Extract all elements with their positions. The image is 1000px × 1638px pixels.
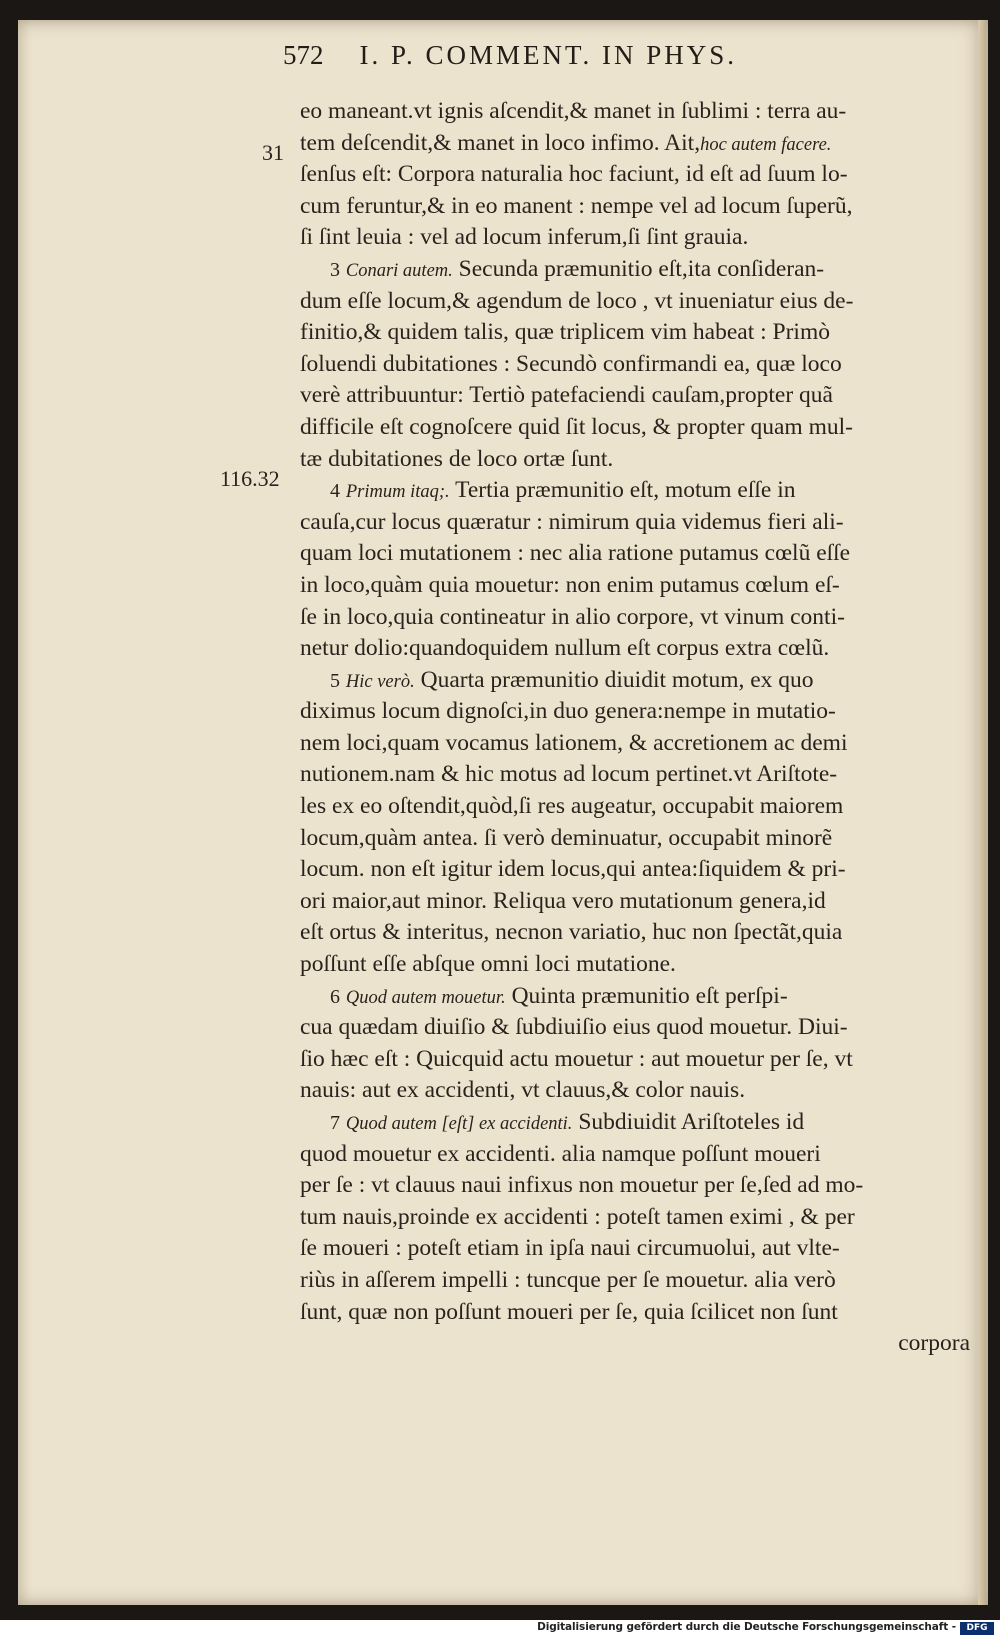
dfg-logo: DFG: [960, 1622, 994, 1635]
text-line: [300, 1328, 970, 1360]
text-line: [300, 1044, 970, 1076]
text-line: [300, 728, 970, 760]
line-text: ſio hæc eſt : Quicquid actu mouetur : aut mouetur per ſe, vt: [300, 1045, 853, 1072]
line-text: tæ dubitationes de loco ortæ ſunt.: [300, 445, 614, 472]
line-text: locum. non eſt igitur idem locus,qui antea:ſiquidem & pri-: [300, 856, 846, 883]
page-number: 572: [283, 40, 324, 70]
line-text: ſe moueri : poteſt etiam in ipſa naui circumuolui, aut vlte-: [300, 1235, 840, 1262]
line-text: les ex eo oſtendit,quòd,ſi res augeatur, occupabit maiorem: [300, 793, 844, 820]
footer: [0, 1620, 1000, 1638]
text-line: [300, 317, 970, 349]
text-line: [300, 759, 970, 791]
text-line: [300, 444, 970, 476]
margin-note: 116.32: [220, 466, 280, 491]
text-line: [300, 222, 970, 254]
text-line: [300, 1297, 970, 1329]
line-text: ſoluendi dubitationes : Secundò confirmandi ea, quæ loco: [300, 350, 842, 377]
text-line: [300, 633, 970, 665]
line-text: Quarta præmunitio diuidit motum, ex quo: [420, 666, 814, 693]
line-text: Quinta præmunitio eſt perſpi-: [511, 982, 788, 1009]
line-text: tem deſcendit,& manet in loco infimo. Ait,: [300, 129, 701, 156]
line-text: quam loci mutationem : nec alia ratione putamus cœlũ eſſe: [300, 540, 851, 567]
line-text: verè attribuuntur: Tertiò patefaciendi cauſam,propter quã: [300, 382, 833, 409]
text-line: [300, 1139, 970, 1171]
text-line: [300, 791, 970, 823]
text-line: [300, 1202, 970, 1234]
line-text: per ſe : vt clauus naui infixus non mouetur per ſe,ſed ad mo-: [300, 1172, 864, 1199]
body-text: [300, 96, 970, 1360]
line-text: ſunt, quæ non poſſunt moueri per ſe, quia ſcilicet non ſunt: [300, 1298, 838, 1325]
line-text: quod mouetur ex accidenti. alia namque poſſunt moueri: [300, 1140, 821, 1167]
text-line: [300, 1265, 970, 1297]
line-text: difficile eſt cognoſcere quid ſit locus, & propter quam mul-: [300, 413, 853, 440]
line-text: ſi ſint leuia : vel ad locum inferum,ſi ſint grauia.: [300, 224, 749, 251]
line-text: tum nauis,proinde ex accidenti : poteſt tamen eximi , & per: [300, 1203, 855, 1230]
text-line: [300, 159, 970, 191]
line-text: in loco,quàm quia mouetur: non enim putamus cœlum eſ-: [300, 571, 840, 598]
text-line: [300, 917, 970, 949]
lemma: Primum itaq;.: [345, 482, 450, 503]
line-text: riùs in aſſerem impelli : tuncque per ſe mouetur. alia verò: [300, 1266, 836, 1293]
running-head: I. P. COMMENT. IN PHYS.: [359, 40, 738, 70]
section-number: 6: [330, 985, 340, 1008]
text-line: [300, 981, 970, 1013]
line-text: Tertia præmunitio eſt, motum eſſe in: [455, 477, 796, 504]
text-line: [300, 349, 970, 381]
line-text: cum feruntur,& in eo manent : nempe vel ad locum ſuperũ,: [300, 192, 853, 219]
text-line: [300, 854, 970, 886]
line-text: diximus locum dignoſci,in duo genera:nempe in mutatio-: [300, 698, 836, 725]
text-line: [300, 1012, 970, 1044]
line-text: eo maneant.vt ignis aſcendit,& manet in ſublimi : terra au-: [300, 98, 847, 124]
line-text: Secunda præmunitio eſt,ita conſideran-: [458, 255, 825, 282]
funding-notice: Digitalisierung gefördert durch die Deutsche Forschungsgemeinschaft -: [537, 1621, 956, 1633]
lemma: hoc autem facere.: [700, 134, 832, 155]
text-line: [300, 380, 970, 412]
text-line: [300, 1107, 970, 1139]
text-line: [300, 665, 970, 697]
line-text: netur dolio:quandoquidem nullum eſt corpus extra cœlũ.: [300, 635, 830, 662]
text-line: [300, 191, 970, 223]
line-text: nem loci,quam vocamus lationem, & accretionem ac demi: [300, 729, 848, 756]
lemma: Quod autem mouetur.: [345, 987, 506, 1008]
line-text: locum,quàm antea. ſi verò deminuatur, occupabit minorẽ: [300, 824, 833, 851]
text-line: [300, 254, 970, 286]
section-number: 3: [330, 258, 340, 281]
section-number: 4: [330, 480, 340, 503]
line-text: poſſunt eſſe abſque omni loci mutatione.: [300, 951, 676, 978]
text-line: [300, 1170, 970, 1202]
line-text: eſt ortus & interitus, necnon variatio, huc non ſpectãt,quia: [300, 919, 843, 946]
text-line: [300, 128, 970, 160]
line-text: dum eſſe locum,& agendum de loco , vt inueniatur eius de-: [300, 287, 854, 314]
text-line: [300, 96, 970, 128]
line-text: cua quædam diuiſio & ſubdiuiſio eius quod mouetur. Diui-: [300, 1014, 848, 1041]
text-line: [300, 949, 970, 981]
text-line: [300, 1075, 970, 1107]
page-edge: [978, 20, 986, 1605]
text-line: [300, 570, 970, 602]
text-line: [300, 412, 970, 444]
text-line: [300, 1233, 970, 1265]
text-line: [300, 286, 970, 318]
line-text: ori maior,aut minor. Reliqua vero mutationum genera,id: [300, 887, 826, 914]
line-text: cauſa,cur locus quæratur : nimirum quia videmus fieri ali-: [300, 508, 844, 535]
text-line: [300, 538, 970, 570]
line-text: nutionem.nam & hic motus ad locum pertinet.vt Ariſtote-: [300, 761, 838, 788]
text-line: [300, 823, 970, 855]
lemma: Hic verò.: [345, 671, 415, 692]
lemma: Conari autem.: [345, 260, 453, 281]
text-line: [300, 696, 970, 728]
text-line: [300, 507, 970, 539]
section-number: 5: [330, 669, 340, 692]
line-text: nauis: aut ex accidenti, vt clauus,& color nauis.: [300, 1077, 746, 1104]
line-text: finitio,& quidem talis, quæ triplicem vim habeat : Primò: [300, 319, 830, 346]
text-line: [300, 475, 970, 507]
line-text: ſenſus eſt: Corpora naturalia hoc faciunt, id eſt ad ſuum lo-: [300, 161, 848, 188]
line-text: corpora: [898, 1330, 970, 1357]
page-header: [283, 40, 883, 82]
lemma: Quod autem [eſt] ex accidenti.: [345, 1114, 573, 1134]
margin-note: 31: [262, 140, 284, 165]
line-text: ſe in loco,quia contineatur in alio corpore, vt vinum conti-: [300, 603, 845, 630]
text-line: [300, 602, 970, 634]
text-line: [300, 886, 970, 918]
section-number: 7: [330, 1112, 340, 1134]
line-text: Subdiuidit Ariſtoteles id: [578, 1109, 805, 1135]
